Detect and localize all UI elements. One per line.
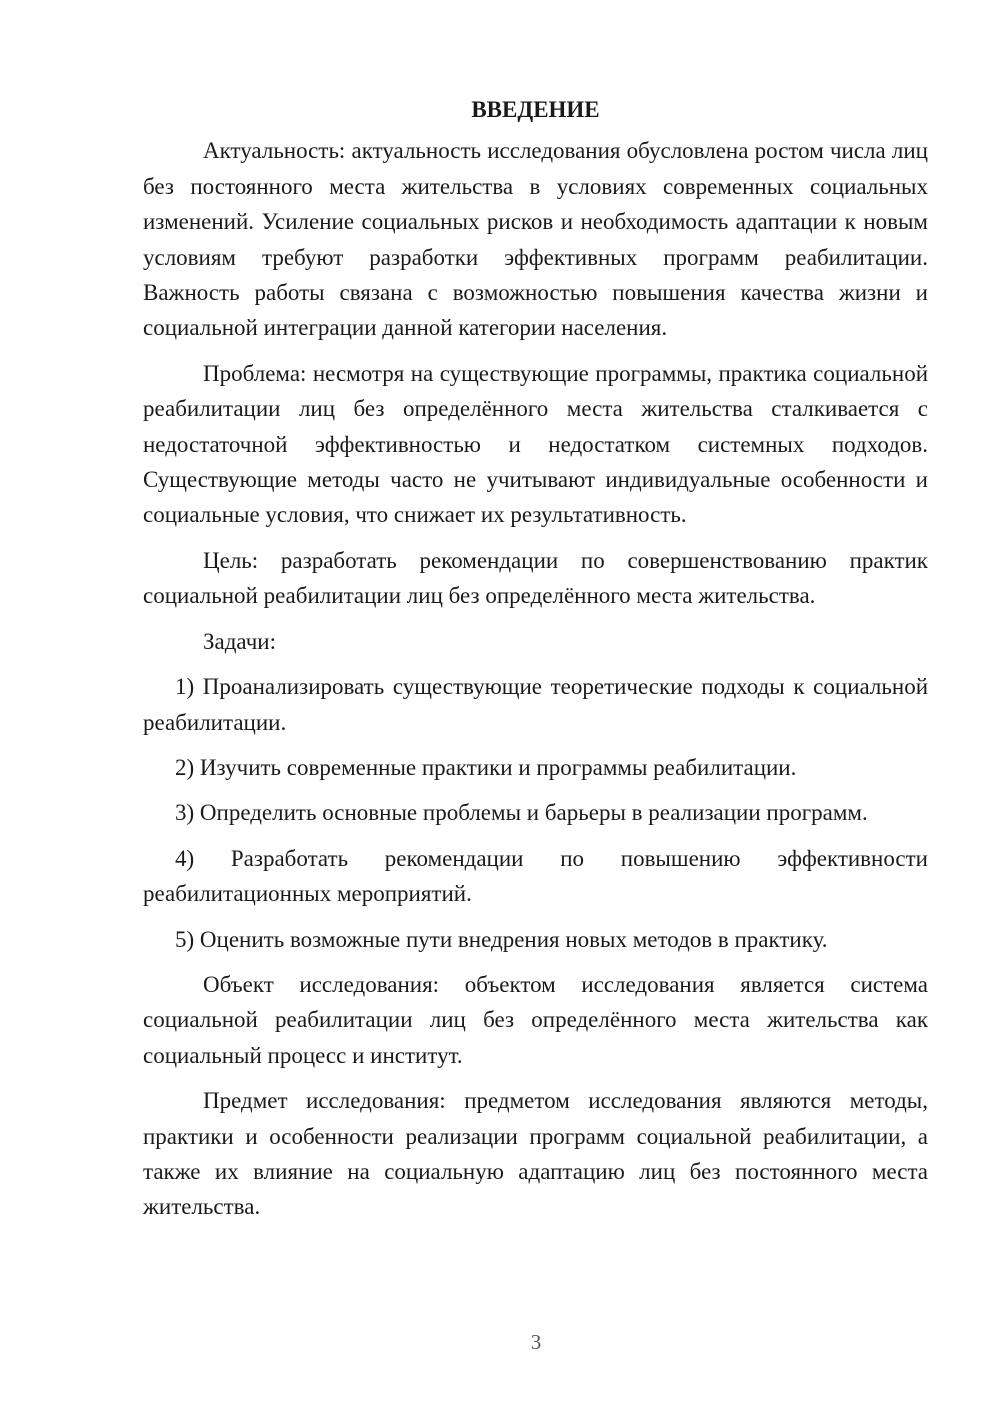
tasks-label: Задачи: [203,628,276,654]
goal-paragraph: Цель: разработать рекомендации по совершенствованию практик социальной реабилитации лиц без определённого места жительства. [143,547,928,609]
problem-paragraph: Проблема: несмотря на существующие программы, практика социальной реабилитации лиц без определённого места жительства сталкивается с недостаточной эффективностью и недостатком системных подходов. Существующие методы часто не учитывают индивидуальные особенности и социальные условия, что снижает их результативность. [143,360,928,528]
object-paragraph: Объект исследования: объектом исследования является система социальной реабилитации лиц без определённого места жительства как социальный процесс и институт. [143,971,928,1068]
relevance-paragraph: Актуальность: актуальность исследования обусловлена ростом числа лиц без постоянного места жительства в условиях современных социальных изменений. Усиление социальных рисков и необходимость адаптации к новым условиям требуют разработки эффективных программ реабилитации. Важность работы связана с возможностью повышения качества жизни и социальной интеграции данной категории населения. [143,138,928,341]
section-heading: ВВЕДЕНИЕ [471,97,600,122]
task-item-1: 1) Проанализировать существующие теоретические подходы к социальной реабилитации. [143,674,928,735]
subject-paragraph: Предмет исследования: предметом исследования являются методы, практики и особенности реализации программ социальной реабилитации, а также их влияние на социальную адаптацию лиц без постоянного места жительства. [143,1088,928,1220]
task-item-4: 4) Разработать рекомендации по повышению эффективности реабилитационных мероприятий. [143,845,928,907]
task-item-3: 3) Определить основные проблемы и барьеры в реализации программ. [175,800,868,826]
task-item-5: 5) Оценить возможные пути внедрения новых методов в практику. [175,926,828,952]
page-content [143,92,928,1235]
task-item-2: 2) Изучить современные практики и программы реабилитации. [175,754,797,780]
page-number: 3 [530,1330,542,1354]
